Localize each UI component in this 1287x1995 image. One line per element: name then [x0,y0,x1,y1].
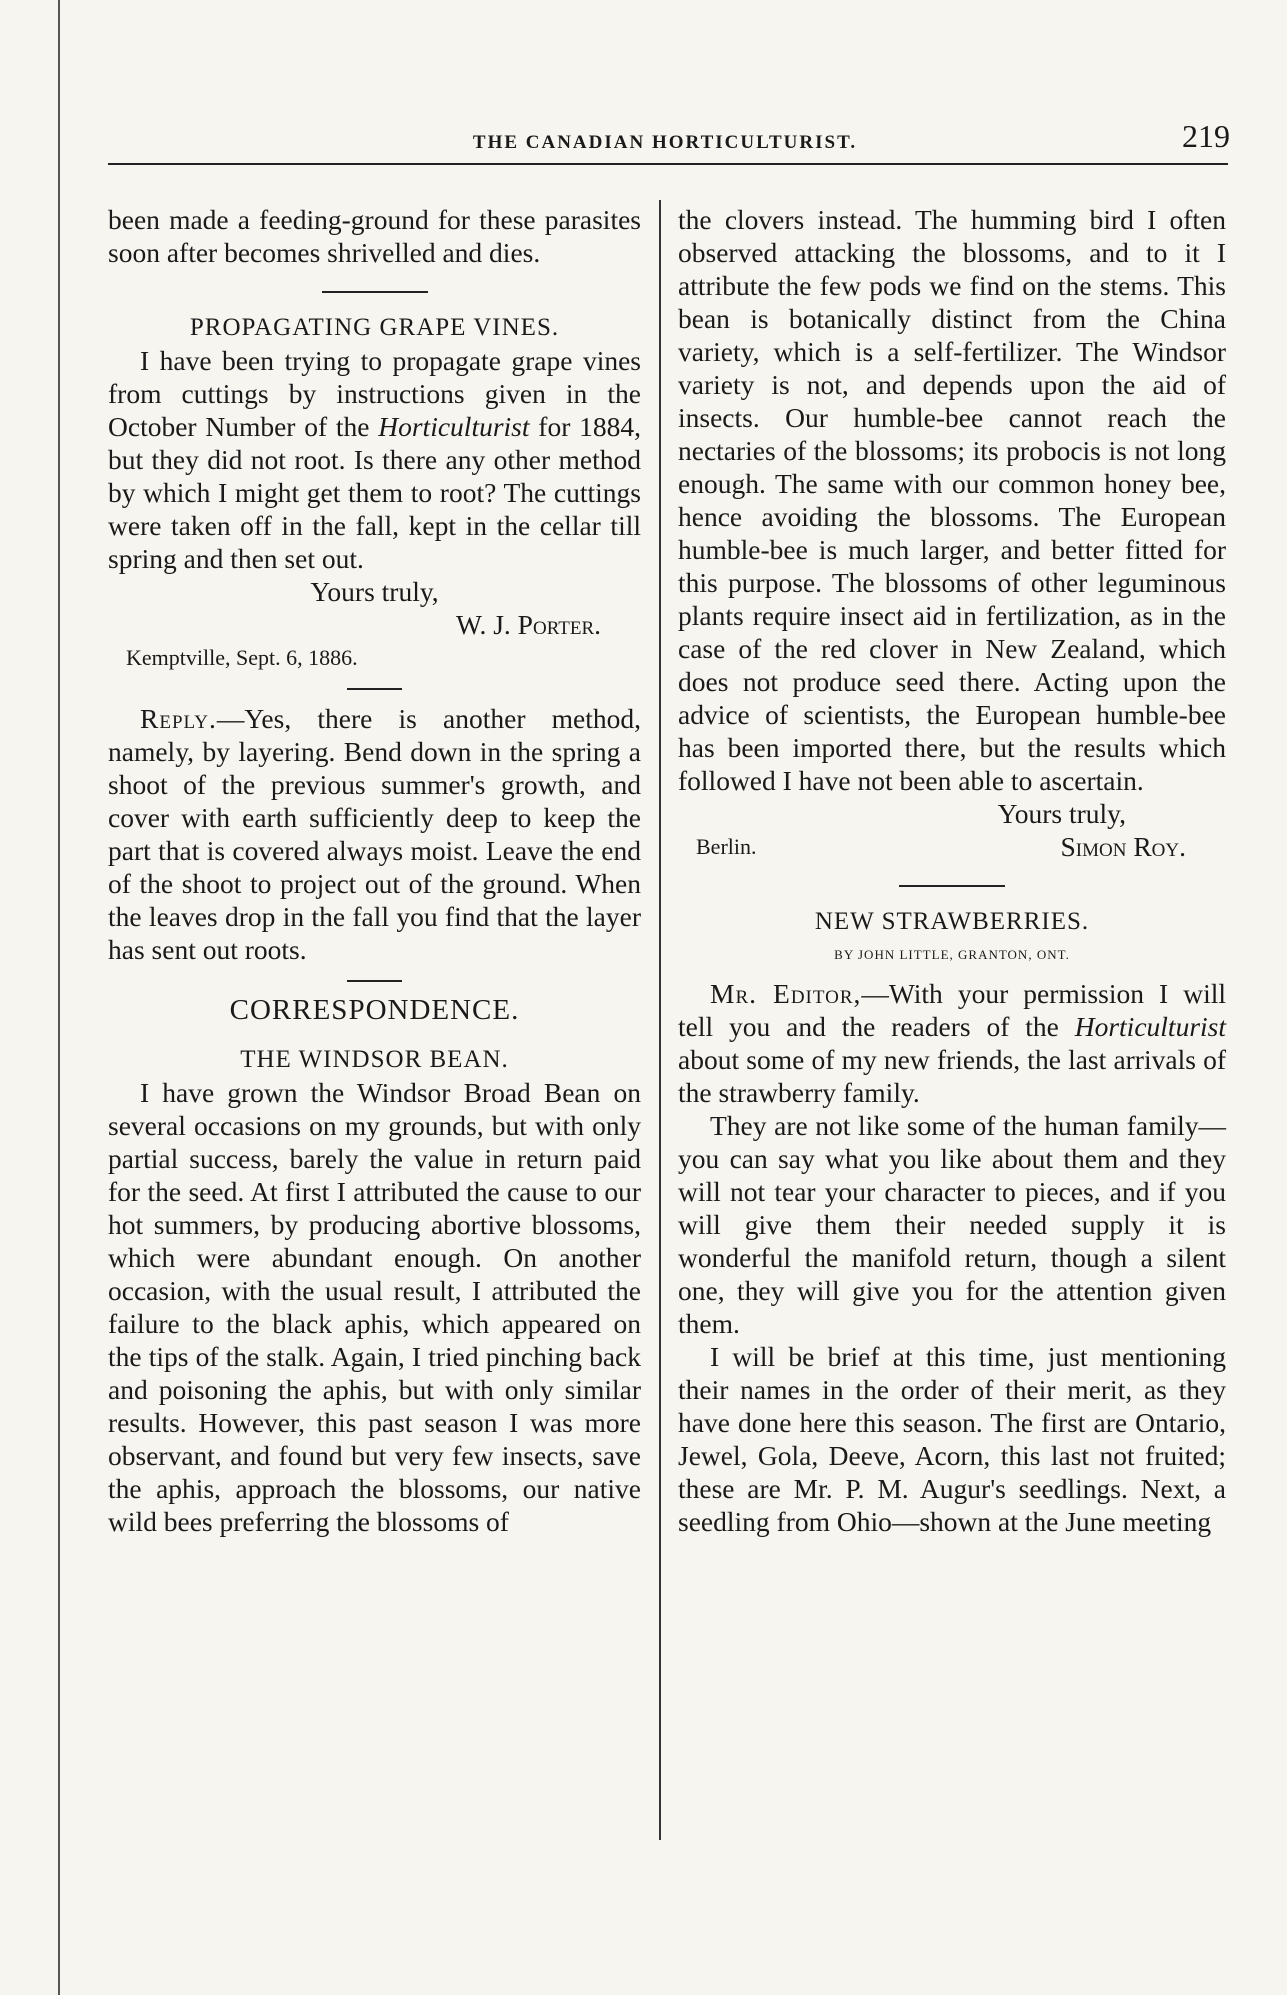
grape-author: W. J. Porter. [456,609,601,640]
page-number: 219 [1182,118,1230,154]
strawberries-paragraph-3: I will be brief at this time, just mentioning their names in the order of their merit, as they have done here this season. The first are Ontario, Jewel, Gola, Deeve, Acorn, this last not fruited; these are Mr. P. M. Augur's seedlings. Next, a seedling from Ohio—shown at the June meeting [678,1341,1226,1537]
straw-journal-name: Horticulturist [1074,1011,1226,1042]
strawberries-rule [899,885,1005,887]
correspondence-rule [347,980,402,982]
section-rule [322,291,428,293]
straw-p1-end: about some of my new friends, the last arrivals of the strawberry family. [678,1044,1226,1108]
strawberries-byline: BY JOHN LITTLE, GRANTON, ONT. [834,947,1070,962]
page-edge-line [58,0,60,1995]
correspondence-heading: CORRESPONDENCE. [229,994,520,1026]
running-title: THE CANADIAN HORTICULTURIST. [472,132,858,153]
new-strawberries-heading: NEW STRAWBERRIES. [814,908,1090,935]
straw-p1-start: —With your permission I will tell you and the readers of the [678,978,1226,1042]
grape-letter-text-start: I have been trying to propagate grape vines from cuttings by instructions given in the October Number of the [108,345,641,442]
reply-rule [347,688,402,690]
windsor-bean-heading: THE WINDSOR BEAN. [240,1046,509,1073]
reply-label: Reply. [140,703,217,734]
opening-paragraph: been made a feeding-ground for these parasites soon after becomes shrivelled and dies. [108,204,641,268]
left-column [108,203,641,1538]
grape-signoff: Yours truly, [310,576,439,607]
grape-letter-text-end: for 1884, but they did not root. Is there any other method by which I might get them to root? The cuttings were taken off in the fall, kept in the cellar till spring and then set out. [108,411,641,574]
right-column [678,203,1226,1538]
page-header [100,118,1230,158]
column-divider [659,200,661,1840]
header-rule [108,163,1228,165]
grape-vines-letter [108,344,641,575]
editor-salutation: Mr. Editor, [710,978,862,1009]
windsor-signoff: Yours truly, [997,798,1126,829]
reply-paragraph [108,702,641,966]
windsor-place: Berlin. [696,834,757,859]
strawberries-paragraph-1 [678,977,1226,1109]
windsor-bean-paragraph: I have grown the Windsor Broad Bean on several occasions on my grounds, but with only partial success, barely the value in return paid for the seed. At first I attributed the cause to our hot summers, by producing abortive blossoms, which were abundant enough. On another occasion, with the usual result, I attributed the failure to the black aphis, which appeared on the tips of the stalk. Again, I tried pinching back and poisoning the aphis, but with only similar results. However, this past season I was more observant, and found but very few insects, save the aphis, approach the blossoms, our native wild bees preferring the blossoms of [108,1077,641,1537]
windsor-signature-row [678,830,1226,863]
strawberries-paragraph-2: They are not like some of the human family—you can say what you like about them and they will not tear your character to pieces, and if you will give them their needed supply it is wonderful the manifold return, though a silent one, they will give you for the attention given them. [678,1110,1226,1339]
grape-vines-heading: PROPAGATING GRAPE VINES. [189,314,560,341]
windsor-bean-continued: the clovers instead. The humming bird I often observed attacking the blossoms, and to it I attribute the few pods we find on the stems. This bean is botanically distinct from the China variety, which is a self-fertilizer. The Windsor variety is not, and depends upon the aid of insects. Our humble-bee cannot reach the nectaries of the blossoms; its probocis is not long enough. The same with our common honey bee, hence avoiding the blossoms. The European humble-bee is much larger, and better fitted for this purpose. The blossoms of other leguminous plants require insect aid in fertilization, as in the case of the red clover in New Zealand, which does not produce seed there. Acting upon the advice of scientists, the European humble-bee has been imported there, but the results which followed I have not been able to ascertain. [678,204,1226,796]
windsor-author: Simon Roy. [1060,831,1186,862]
grape-place-date: Kemptville, Sept. 6, 1886. [126,645,358,670]
reply-text: —Yes, there is another method, namely, by layering. Bend down in the spring a shoot of the previous summer's growth, and cover with earth sufficiently deep to keep the part that is covered always moist. Leave the end of the shoot to project out of the ground. When the leaves drop in the fall you find that the layer has sent out roots. [108,703,641,965]
grape-letter-journal-name: Horticulturist [378,411,530,442]
